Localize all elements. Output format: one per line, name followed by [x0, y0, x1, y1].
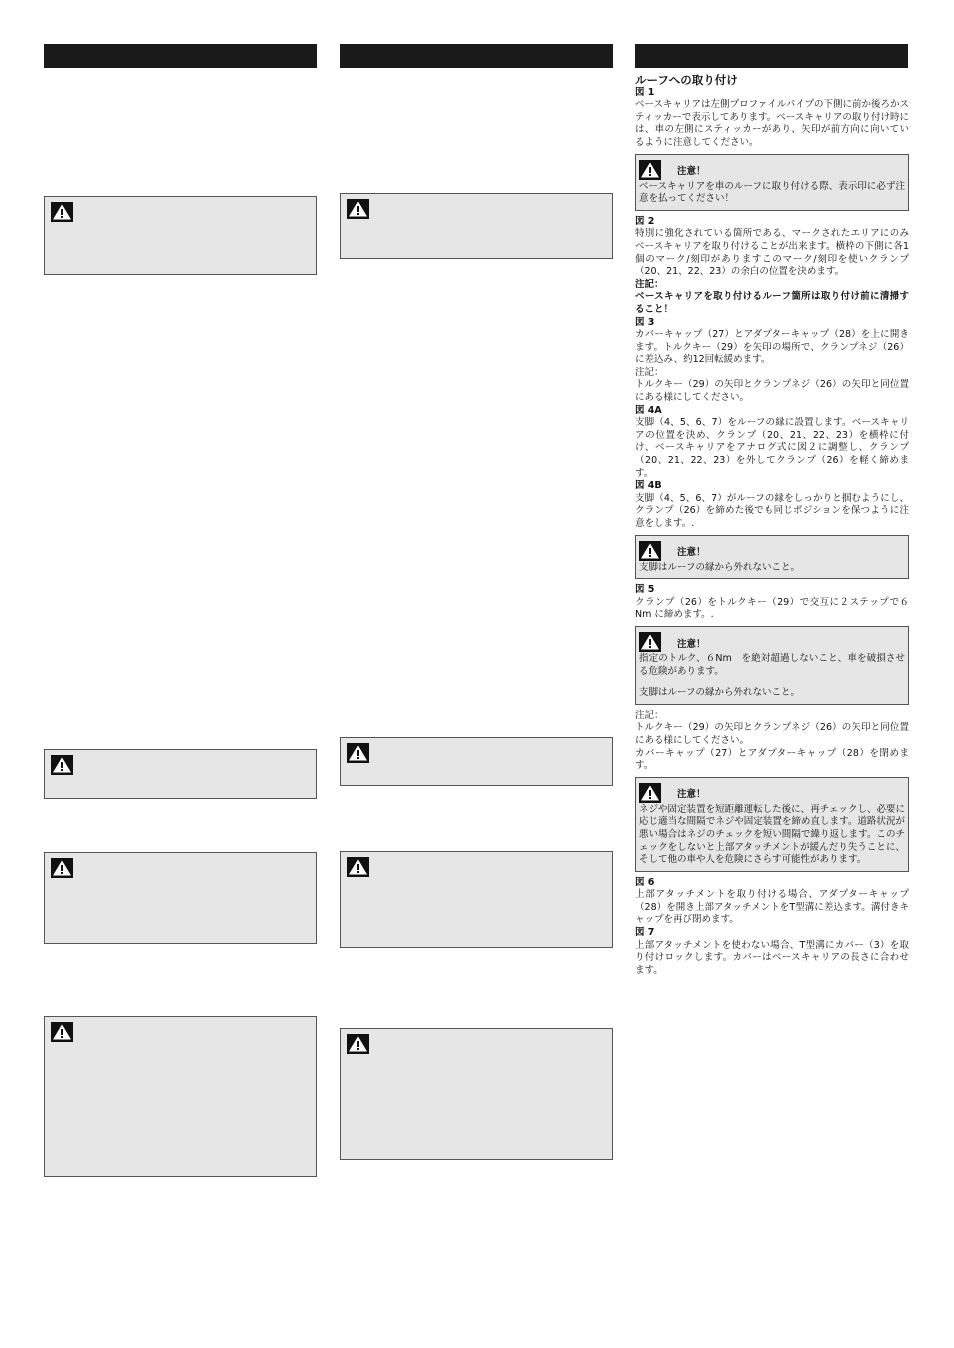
- figure-4a-text: 支脚（4、5、6、7）をルーフの縁に設置します。ベースキャリアの位置を決め、クランプ（20、21、22、23）を横枠に付け、ベースキャリアをアナログ式に図２に調整し、クランプ（20、21、22、23）を外してクランプ（26）を軽く締めます。: [635, 417, 909, 479]
- figure-7-title: 図 7: [635, 927, 655, 939]
- figure-4a-title: 図 4A: [635, 404, 662, 416]
- note-label: 注記：: [635, 366, 664, 378]
- warning-box: [44, 852, 317, 944]
- column-header-bar-2: [340, 44, 613, 68]
- warning-box-torque: [635, 626, 909, 705]
- warning-box-roof-mounting: [635, 154, 909, 211]
- figure-3-text: カバーキャップ（27）とアダプターキャップ（28）を上に開きます。トルクキー（29）を矢印の場所で、クランプネジ（26）に差込み、約12回転緩めます。: [635, 329, 909, 366]
- warning-text: 指定のトルク、６Nm を絶対超過しないこと、車を破損させる危険があります。: [639, 652, 905, 677]
- note-label: 注記：: [635, 709, 664, 721]
- warning-text: 支脚はルーフの縁から外れないこと。: [639, 687, 801, 699]
- japanese-instructions-column: [635, 74, 909, 977]
- warning-label: 注意！: [677, 166, 706, 178]
- warning-icon: [639, 541, 661, 561]
- figure-4b-title: 図 4B: [635, 480, 662, 492]
- note-text: ベースキャリアを取り付けるルーフ箇所は取り付け前に清掃すること！: [635, 291, 909, 315]
- warning-icon: [51, 1022, 73, 1042]
- warning-icon: [639, 783, 661, 803]
- figure-3-title: 図 3: [635, 316, 655, 328]
- warning-icon: [347, 857, 369, 877]
- warning-icon: [51, 755, 73, 775]
- warning-icon: [639, 160, 661, 180]
- warning-icon: [51, 202, 73, 222]
- column-header-bar-1: [44, 44, 317, 68]
- warning-box-recheck: [635, 777, 909, 872]
- warning-box: [44, 1016, 317, 1177]
- warning-icon: [347, 743, 369, 763]
- figure-2-title: 図 2: [635, 215, 655, 227]
- warning-box-roof-edge: [635, 535, 909, 580]
- figure-6-text: 上部アタッチメントを取り付ける場合、アダプターキャップ（28）を開き上部アタッチメントをT型溝に差込ます。溝付きキャップを再び閉めます。: [635, 889, 909, 926]
- warning-box: [340, 851, 613, 948]
- note-text: トルクキー（29）の矢印とクランプネジ（26）の矢印と同位置にある様にしてください。: [635, 379, 909, 404]
- warning-icon: [639, 632, 661, 652]
- warning-box: [44, 196, 317, 275]
- warning-icon: [347, 199, 369, 219]
- warning-label: 注意！: [677, 638, 706, 650]
- warning-label: 注意！: [677, 789, 706, 801]
- figure-1-text: ベースキャリアは左側プロファイルパイプの下側に前か後ろかスティッカーで表示してあります。ベースキャリアの取り付け時には、車の左側にスティッカーがあり、矢印が前方向に向いているように注意してください。: [635, 99, 909, 148]
- figure-5-text: クランプ（26）をトルクキー（29）で交互に２ステップで６Nm に締めます。.: [635, 596, 909, 621]
- warning-text: ベースキャリアを車のルーフに取り付ける際、表示印に必ず注意を払ってください！: [639, 180, 905, 205]
- warning-box: [340, 737, 613, 786]
- warning-text: ネジや固定装置を短距離運転した後に、再チェックし、必要に応じ適当な間隔でネジや固定装置を締め直します。道路状況が悪い場合はネジのチェックを短い間隔で繰り返します。このチェックをしないと上部アタッチメントが緩んだり失うことに、そして他の車や人を危険にさらす可能性があります。: [639, 803, 905, 866]
- warning-icon: [51, 858, 73, 878]
- warning-icon: [347, 1034, 369, 1054]
- figure-4b-text: 支脚（4、5、6、7）がルーフの縁をしっかりと掴むようにし、クランプ（26）を締めた後でも同じポジションを保つように注意をします。.: [635, 492, 909, 529]
- column-header-bar-3: [635, 44, 908, 68]
- figure-7-text: 上部アタッチメントを使わない場合、T型溝にカバー（3）を取り付けロックします。カバーはベースキャリアの長さに合わせます。: [635, 939, 909, 976]
- warning-box: [44, 749, 317, 799]
- warning-box: [340, 193, 613, 259]
- figure-1-title: 図 1: [635, 86, 655, 98]
- warning-label: 注意！: [677, 547, 706, 559]
- figure-5-title: 図 5: [635, 584, 655, 596]
- note-text: トルクキー（29）の矢印とクランプネジ（26）の矢印と同位置にある様にしてください。: [635, 722, 909, 746]
- note-label: 注記：: [635, 278, 664, 290]
- close-caps-text: カバーキャップ（27）とアダプターキャップ（28）を閉めます。: [635, 747, 909, 772]
- warning-text: 支脚はルーフの縁から外れないこと。: [639, 561, 801, 573]
- figure-2-text: 特別に強化されている箇所である、マークされたエリアにのみベースキャリアを取り付けることが出来ます。横枠の下側に各1個のマーク/刻印がありますこのマーク/刻印を使いクランプ（20、21、22、23）の余白の位置を決めます。: [635, 228, 909, 278]
- figure-6-title: 図 6: [635, 876, 655, 888]
- warning-box: [340, 1028, 613, 1160]
- section-heading: ルーフへの取り付け: [635, 73, 738, 87]
